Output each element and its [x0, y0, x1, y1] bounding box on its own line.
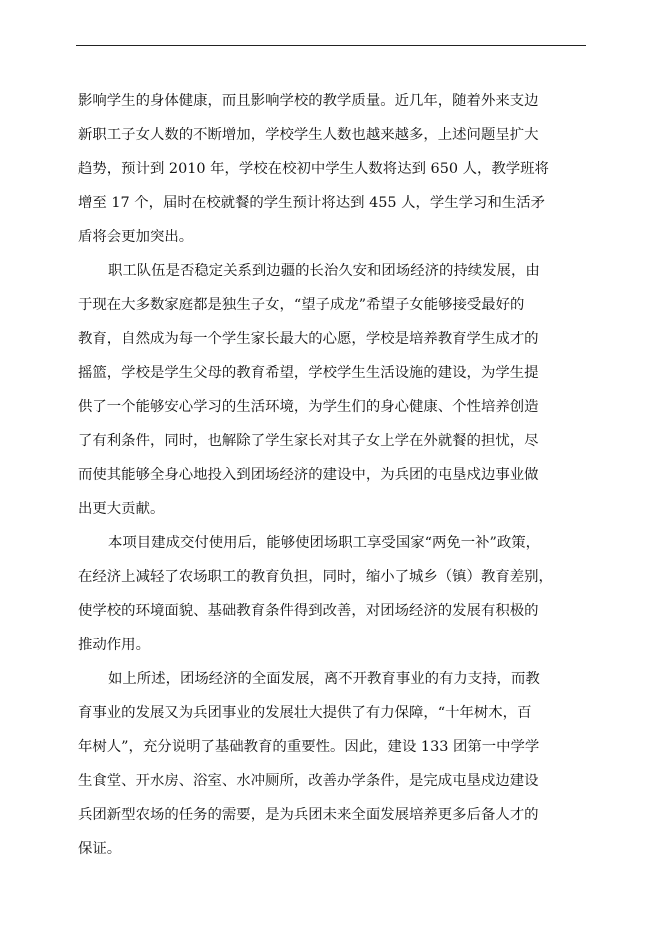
text-line: 教育，自然成为每一个学生家长最大的心愿，学校是培养教育学生成才的	[78, 331, 539, 347]
text-line: 了有利条件，同时，也解除了学生家长对其子女上学在外就餐的担忧，尽	[78, 433, 539, 449]
text-line: 出更大贡献。	[78, 501, 165, 517]
text-line: 摇篮，学校是学生父母的教育希望，学校学生生活设施的建设，为学生提	[78, 365, 539, 381]
text-line: 育事业的发展又为兵团事业的发展壮大提供了有力保障，“十年树木，百	[78, 705, 532, 721]
paragraph-first-line: 本项目建成交付使用后，能够使团场职工享受国家“两免一补”政策，	[108, 535, 541, 551]
text-line: 新职工子女人数的不断增加，学校学生人数也越来越多，上述问题呈扩大	[78, 127, 539, 143]
text-line: 供了一个能够安心学习的生活环境，为学生们的身心健康、个性培养创造	[78, 399, 539, 415]
text-line: 保证。	[78, 841, 122, 857]
document-body	[78, 84, 586, 866]
text-line: 年树人”，充分说明了基础教育的重要性。因此，建设 133 团第一中学学	[78, 739, 540, 755]
paragraph-first-line: 如上所述，团场经济的全面发展，离不开教育事业的有力支持，而教	[108, 671, 540, 687]
text-line: 增至 17 个，届时在校就餐的学生预计将达到 455 人，学生学习和生活矛	[78, 195, 546, 211]
text-line: 趋势，预计到 2010 年，学校在校初中学生人数将达到 650 人，教学班将	[78, 161, 549, 177]
header-rule	[76, 45, 586, 46]
text-line: 生食堂、开水房、浴室、水冲厕所，改善办学条件，是完成屯垦戍边建设	[78, 773, 539, 789]
text-line: 使学校的环境面貌、基础教育条件得到改善，对团场经济的发展有积极的	[78, 603, 539, 619]
text-line: 兵团新型农场的任务的需要，是为兵团未来全面发展培养更多后备人才的	[78, 807, 539, 823]
text-line: 影响学生的身体健康，而且影响学校的教学质量。近几年，随着外来支边	[78, 93, 539, 109]
text-line: 于现在大多数家庭都是独生子女，“望子成龙”希望子女能够接受最好的	[78, 297, 525, 313]
text-line: 在经济上减轻了农场职工的教育负担，同时，缩小了城乡（镇）教育差别，	[78, 569, 553, 585]
text-line: 盾将会更加突出。	[78, 229, 194, 245]
paragraph-first-line: 职工队伍是否稳定关系到边疆的长治久安和团场经济的持续发展，由	[108, 263, 540, 279]
text-line: 推动作用。	[78, 637, 150, 653]
text-line: 而使其能够全身心地投入到团场经济的建设中，为兵团的屯垦戍边事业做	[78, 467, 539, 483]
